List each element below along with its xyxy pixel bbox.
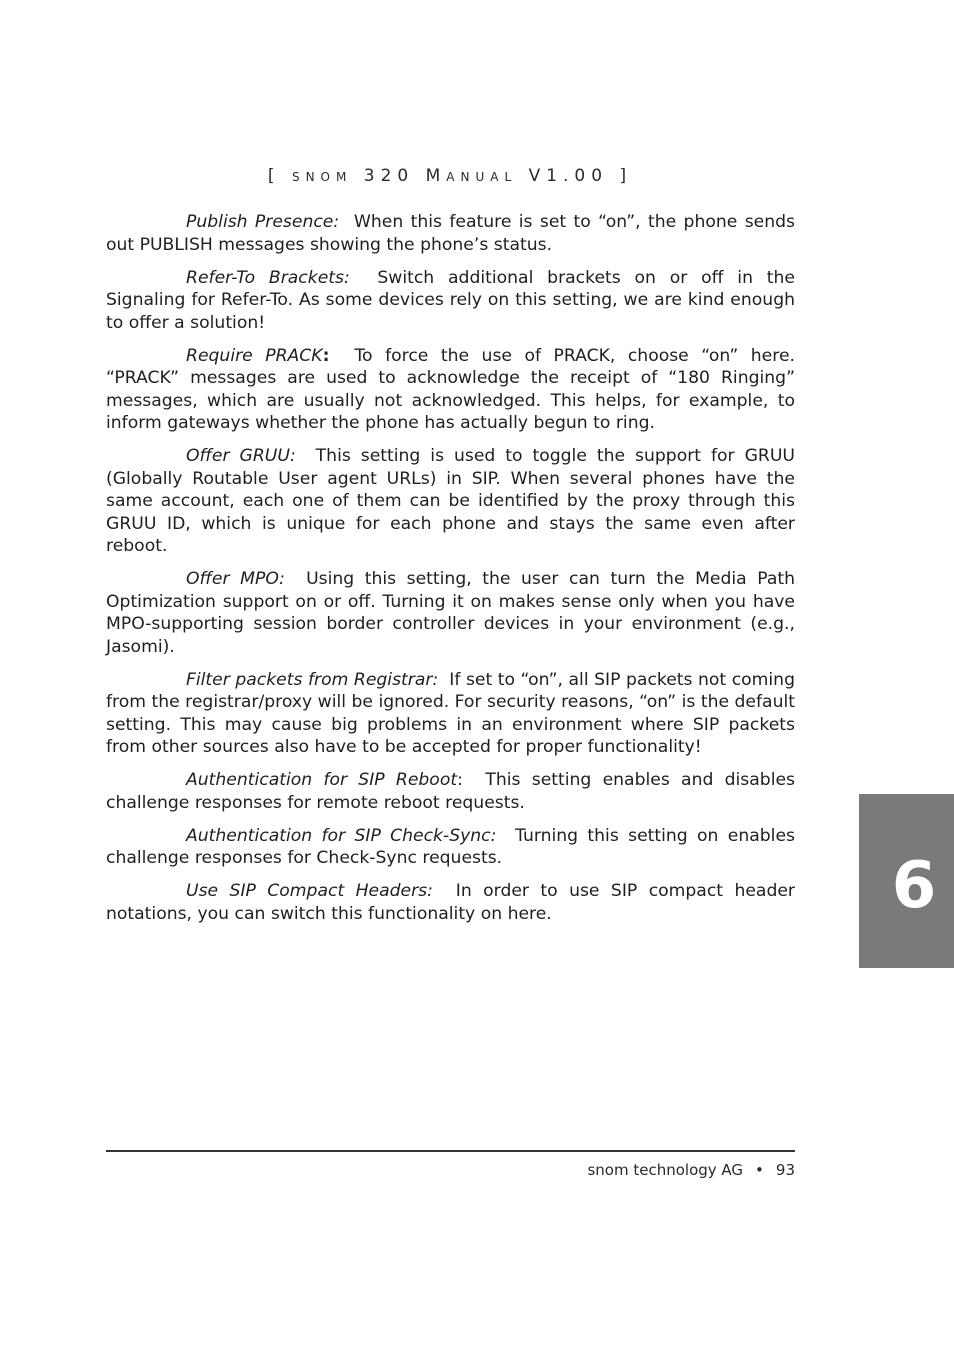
paragraph-require-prack	[106, 345, 795, 435]
paragraph-offer-gruu	[106, 445, 795, 558]
paragraph-text: Using this setting, the user can turn the Media Path Optimization support on or off. Turning it on makes sense only when you have MPO-supporting session border controller devices in your environment (e.g., Jasomi).	[106, 569, 796, 657]
header-doc: Manual	[425, 166, 518, 186]
footer-page-number: 93	[775, 1161, 795, 1179]
header-model: 320	[363, 166, 415, 186]
paragraph-text: If set to “on”, all SIP packets not coming from the registrar/proxy will be ignored. For security reasons, “on” is the default setting. This may cause big problems in an environment where SIP packets from other sources also have to be accepted for proper functionality!	[106, 669, 795, 757]
header-open-bracket: [	[267, 166, 281, 186]
paragraph-text: This setting is used to toggle the support for GRUU (Globally Routable User agent URLs) in SIP. When several phones have the same account, each one of them can be identified by the proxy through this GRUU ID, which is unique for each phone and stays the same even after reboot.	[106, 446, 795, 556]
term-label: Require PRACK	[186, 345, 323, 366]
term-label: Publish Presence:	[186, 212, 340, 232]
paragraph-text: Switch additional brackets on or off in the Signaling for Refer-To. As some devices rely on this setting, we are kind enough to offer a solution!	[106, 267, 795, 333]
footer-company: snom technology AG	[587, 1161, 744, 1179]
term-label: Filter packets from Registrar:	[186, 669, 439, 690]
term-label: Refer-To Brackets:	[186, 267, 350, 288]
paragraph-text: In order to use SIP compact header notations, you can switch this functionality on here.	[106, 881, 796, 924]
paragraph-auth-sip-check-sync	[106, 825, 795, 870]
header-brand: snom	[291, 166, 353, 186]
paragraph-text: This setting enables and disables challenge responses for remote reboot requests.	[106, 770, 795, 813]
paragraph-offer-mpo	[106, 568, 795, 658]
paragraph-sip-compact-headers	[106, 880, 795, 925]
paragraph-filter-packets	[106, 669, 795, 759]
term-colon: :	[322, 345, 330, 366]
running-header	[0, 166, 900, 186]
paragraph-publish-presence	[106, 211, 795, 256]
paragraph-text: Turning this setting on enables challenge responses for Check-Sync requests.	[106, 825, 795, 868]
term-label: Offer GRUU:	[186, 446, 296, 466]
footer-bullet: •	[755, 1161, 764, 1179]
paragraph-text: To force the use of PRACK, choose “on” here. “PRACK” messages are used to acknowledge the receipt of “180 Ringing” messages, which are usually not acknowledged. This helps, for example, to inform gateways whether the phone has actually begun to ring.	[106, 345, 795, 433]
term-label: Use SIP Compact Headers:	[186, 881, 433, 901]
term-label: Authentication for SIP Reboot	[186, 770, 458, 790]
term-label: Offer MPO:	[186, 569, 285, 589]
chapter-number: 6	[891, 849, 937, 923]
paragraph-refer-to-brackets	[106, 267, 795, 335]
footer-rule	[106, 1150, 795, 1152]
header-version: V1.00	[528, 166, 609, 186]
header-close-bracket: ]	[619, 166, 633, 186]
paragraph-text: When this feature is set to “on”, the phone sends out PUBLISH messages showing the phone’s status.	[106, 212, 795, 255]
paragraph-auth-sip-reboot	[106, 769, 795, 814]
page-footer	[106, 1161, 795, 1179]
term-label: Authentication for SIP Check-Sync:	[186, 825, 497, 846]
body-text	[106, 211, 795, 936]
term-colon: :	[457, 770, 463, 790]
